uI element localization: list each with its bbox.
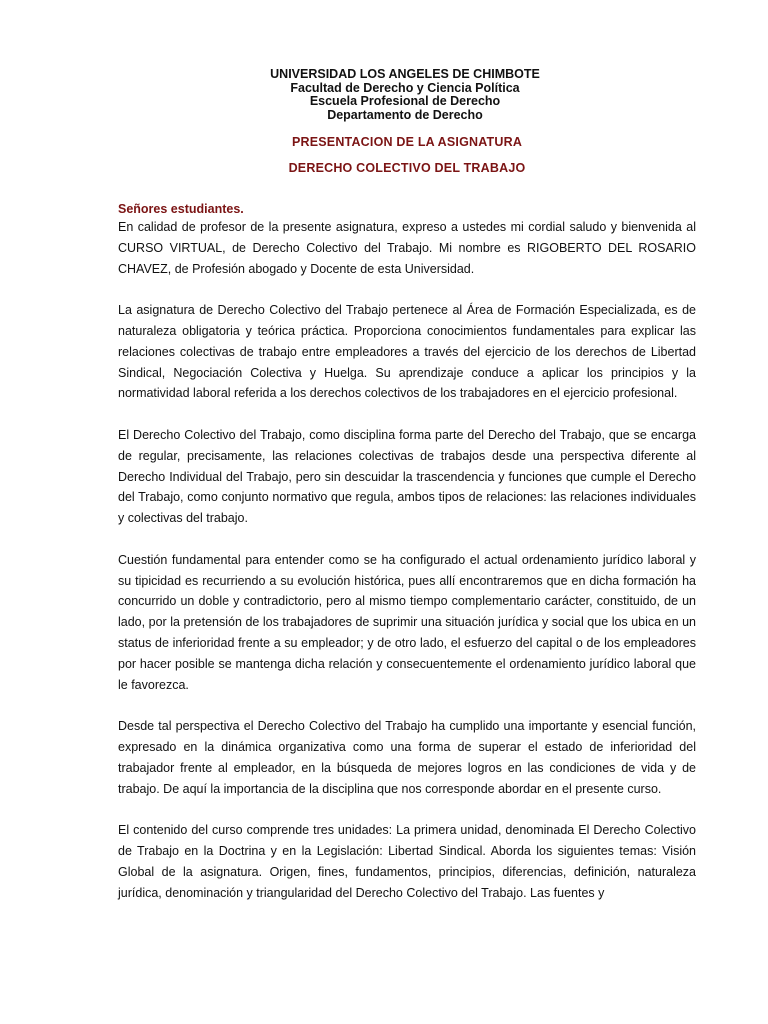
paragraph-intro: En calidad de profesor de la presente asignatura, expreso a ustedes mi cordial saludo y bienvenida al CURSO VIRTUAL, de Derecho Colectivo del Trabajo. Mi nombre es RIGOBERTO DEL ROSARIO CHAVEZ, de Profesión abogado y Docente de esta Universidad. (118, 220, 696, 276)
paragraph-history: Cuestión fundamental para entender como se ha configurado el actual ordenamiento jurídico laboral y su tipicidad es recurriendo a su evolución histórica, pues allí encontraremos que en dicha formación ha concurrido un doble y contradictorio, pero al mismo tiempo complementario carácter, constituido, de un lado, por la pretensión de los trabajadores de suprimir una situación jurídica y social que los ubica en un status de inferioridad frente a su empleador; y de otro lado, el esfuerzo del capital o de los empleadores por hacer posible se mantenga dicha relación y consecuentemente el ordenamiento jurídico laboral que le favorezca. (118, 552, 696, 692)
paragraph-perspective: Desde tal perspectiva el Derecho Colectivo del Trabajo ha cumplido una importante y esencial función, expresado en la dinámica organizativa como una forma de superar el estado de inferioridad del trabajador frente al empleador, en la búsqueda de mejores logros en las condiciones de vida y de trabajo. De aquí la importancia de la disciplina que nos corresponde abordar en el presente curso. (118, 719, 696, 796)
paragraph-content: El contenido del curso comprende tres unidades: La primera unidad, denominada El Derecho Colectivo de Trabajo en la Doctrina y en la Legislación: Libertad Sindical. Aborda los siguientes temas: Visión Global de la asignatura. Origen, fines, fundamentos, principios, diferencias, definición, naturaleza jurídica, denominación y triangularidad del Derecho Colectivo del Trabajo. Las fuentes y (118, 823, 696, 900)
paragraph-course-area: La asignatura de Derecho Colectivo del Trabajo pertenece al Área de Formación Especializada, es de naturaleza obligatoria y teórica práctica. Proporciona conocimientos fundamentales para explicar las relaciones colectivas de trabajo entre empleadores a través del ejercicio de los derechos de Libertad Sindical, Negociación Colectiva y Huelga. Su aprendizaje conduce a aplicar los principios y la normatividad laboral referida a los derechos colectivos de los trabajadores en el ejercicio profesional. (118, 303, 696, 401)
paragraph-discipline: El Derecho Colectivo del Trabajo, como disciplina forma parte del Derecho del Trabajo, que se encarga de regular, precisamente, las relaciones colectivas de trabajos desde una perspectiva diferente al Derecho Individual del Trabajo, pero sin descuidar la trascendencia y funciones que cumple el Derecho del Trabajo, como conjunto normativo que regula, ambos tipos de relaciones: las relaciones individuales y colectivas del trabajo. (118, 427, 696, 526)
school-name: Escuela Profesional de Derecho (309, 94, 501, 108)
document-header (114, 68, 696, 122)
department-name: Departamento de Derecho (327, 107, 483, 122)
document-page (118, 68, 696, 903)
university-name: UNIVERSIDAD LOS ANGELES DE CHIMBOTE (270, 67, 540, 81)
presentation-title: PRESENTACION DE LA ASIGNATURA (291, 135, 523, 149)
salutation: Señores estudiantes. (118, 202, 244, 216)
course-title: DERECHO COLECTIVO DEL TRABAJO (288, 161, 526, 175)
faculty-name: Facultad de Derecho y Ciencia Política (290, 80, 520, 95)
